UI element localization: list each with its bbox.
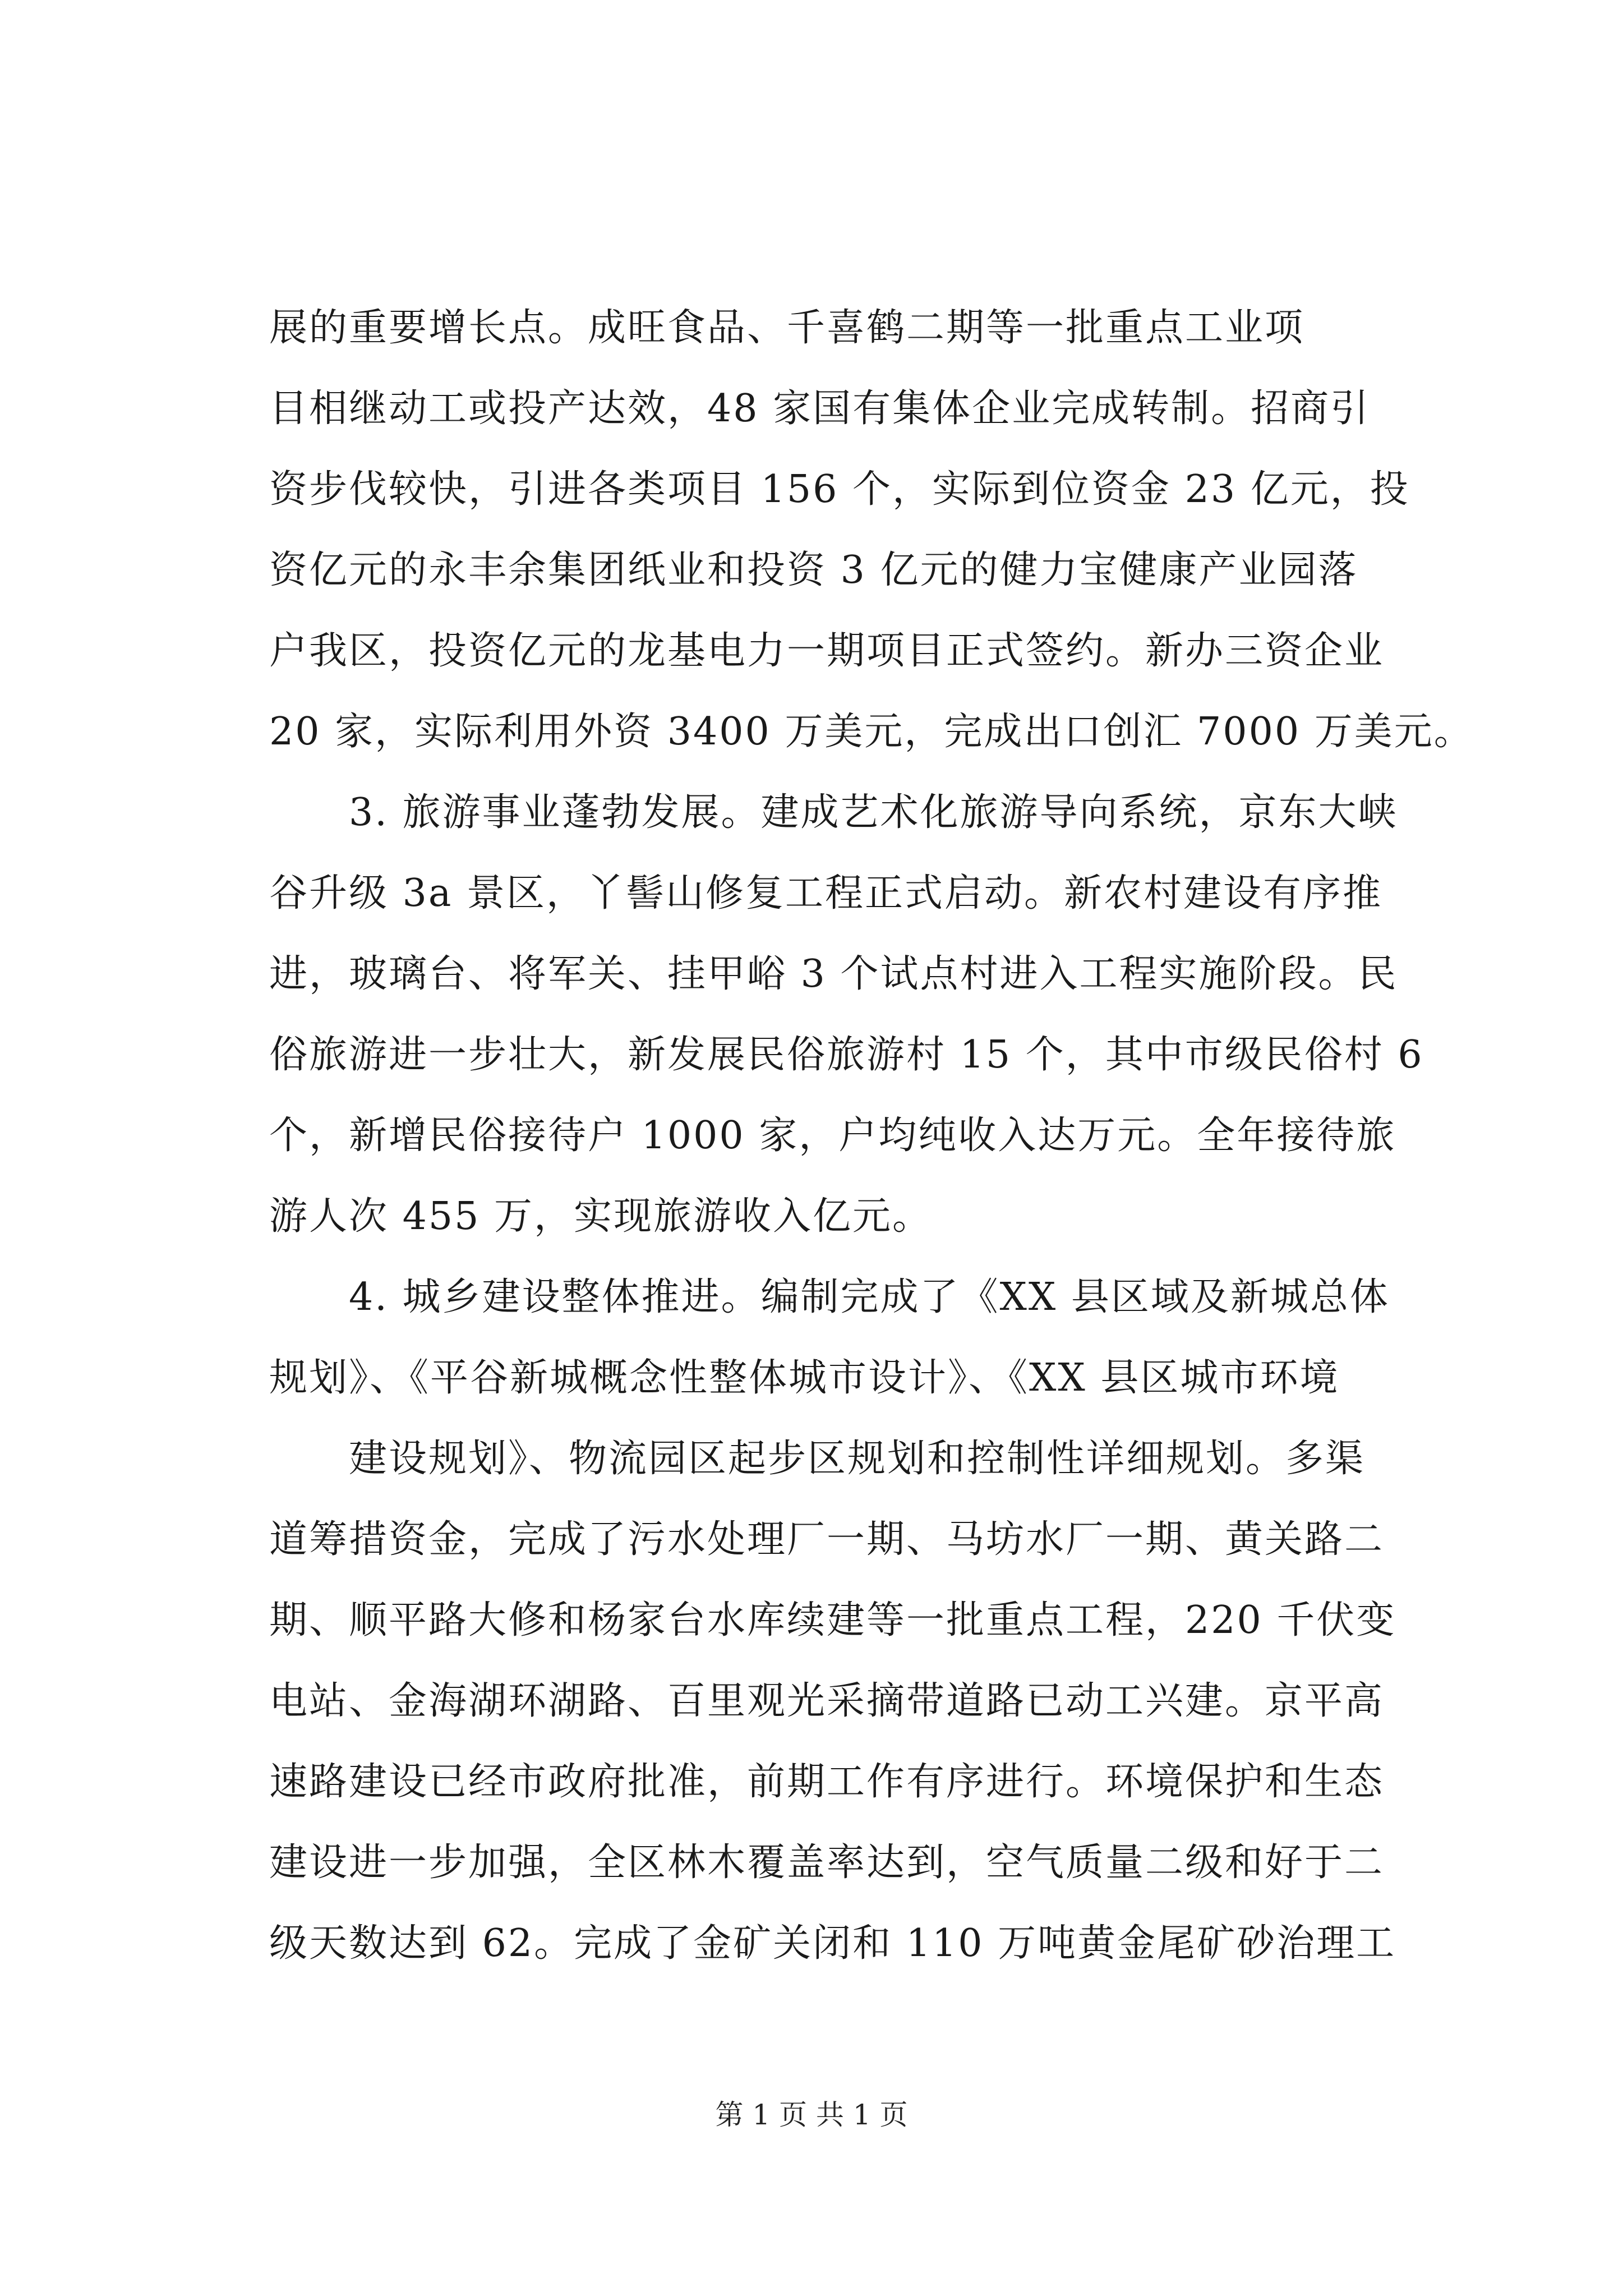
- text-line: 户我区，投资亿元的龙基电力一期项目正式签约。新办三资企业: [269, 629, 1385, 673]
- text-line: 俗旅游进一步壮大，新发展民俗旅游村 15 个，其中市级民俗村 6: [269, 1033, 1424, 1077]
- text-line: 电站、金海湖环湖路、百里观光采摘带道路已动工兴建。京平高: [269, 1679, 1385, 1723]
- text-line: 速路建设已经市政府批准，前期工作有序进行。环境保护和生态: [269, 1760, 1385, 1804]
- text-line: 道筹措资金，完成了污水处理厂一期、马坊水厂一期、黄关路二: [269, 1517, 1385, 1562]
- text-line: 进，玻璃台、将军关、挂甲峪 3 个试点村进入工程实施阶段。民: [269, 952, 1398, 996]
- text-line: 3. 旅游事业蓬勃发展。建成艺术化旅游导向系统，京东大峡: [349, 790, 1398, 835]
- text-line: 4. 城乡建设整体推进。编制完成了《XX 县区域及新城总体: [349, 1275, 1390, 1319]
- page-number-footer: 第 1 页 共 1 页: [715, 2099, 908, 2131]
- text-line: 规划》、《平谷新城概念性整体城市设计》、《XX 县区城市环境: [269, 1356, 1340, 1400]
- text-line: 游人次 455 万，实现旅游收入亿元。: [269, 1194, 933, 1239]
- text-line: 资步伐较快，引进各类项目 156 个，实际到位资金 23 亿元，投: [269, 467, 1410, 512]
- text-line: 谷升级 3a 景区，丫髻山修复工程正式启动。新农村建设有序推: [269, 871, 1383, 915]
- text-line: 资亿元的永丰余集团纸业和投资 3 亿元的健力宝健康产业园落: [269, 548, 1358, 592]
- text-line: 建设进一步加强，全区林木覆盖率达到，空气质量二级和好于二: [269, 1841, 1385, 1885]
- text-line: 建设规划》、物流园区起步区规划和控制性详细规划。多渠: [349, 1437, 1366, 1481]
- text-line: 级天数达到 62。完成了金矿关闭和 110 万吨黄金尾矿砂治理工: [269, 1921, 1396, 1966]
- text-line: 目相继动工或投产达效，48 家国有集体企业完成转制。招商引: [269, 386, 1371, 431]
- text-line: 个，新增民俗接待户 1000 家，户均纯收入达万元。全年接待旅: [269, 1114, 1396, 1158]
- text-line: 展的重要增长点。成旺食品、千喜鹤二期等一批重点工业项: [269, 306, 1305, 350]
- text-line: 20 家，实际利用外资 3400 万美元，完成出口创汇 7000 万美元。: [269, 710, 1474, 754]
- text-line: 期、顺平路大修和杨家台水库续建等一批重点工程，220 千伏变: [269, 1598, 1396, 1642]
